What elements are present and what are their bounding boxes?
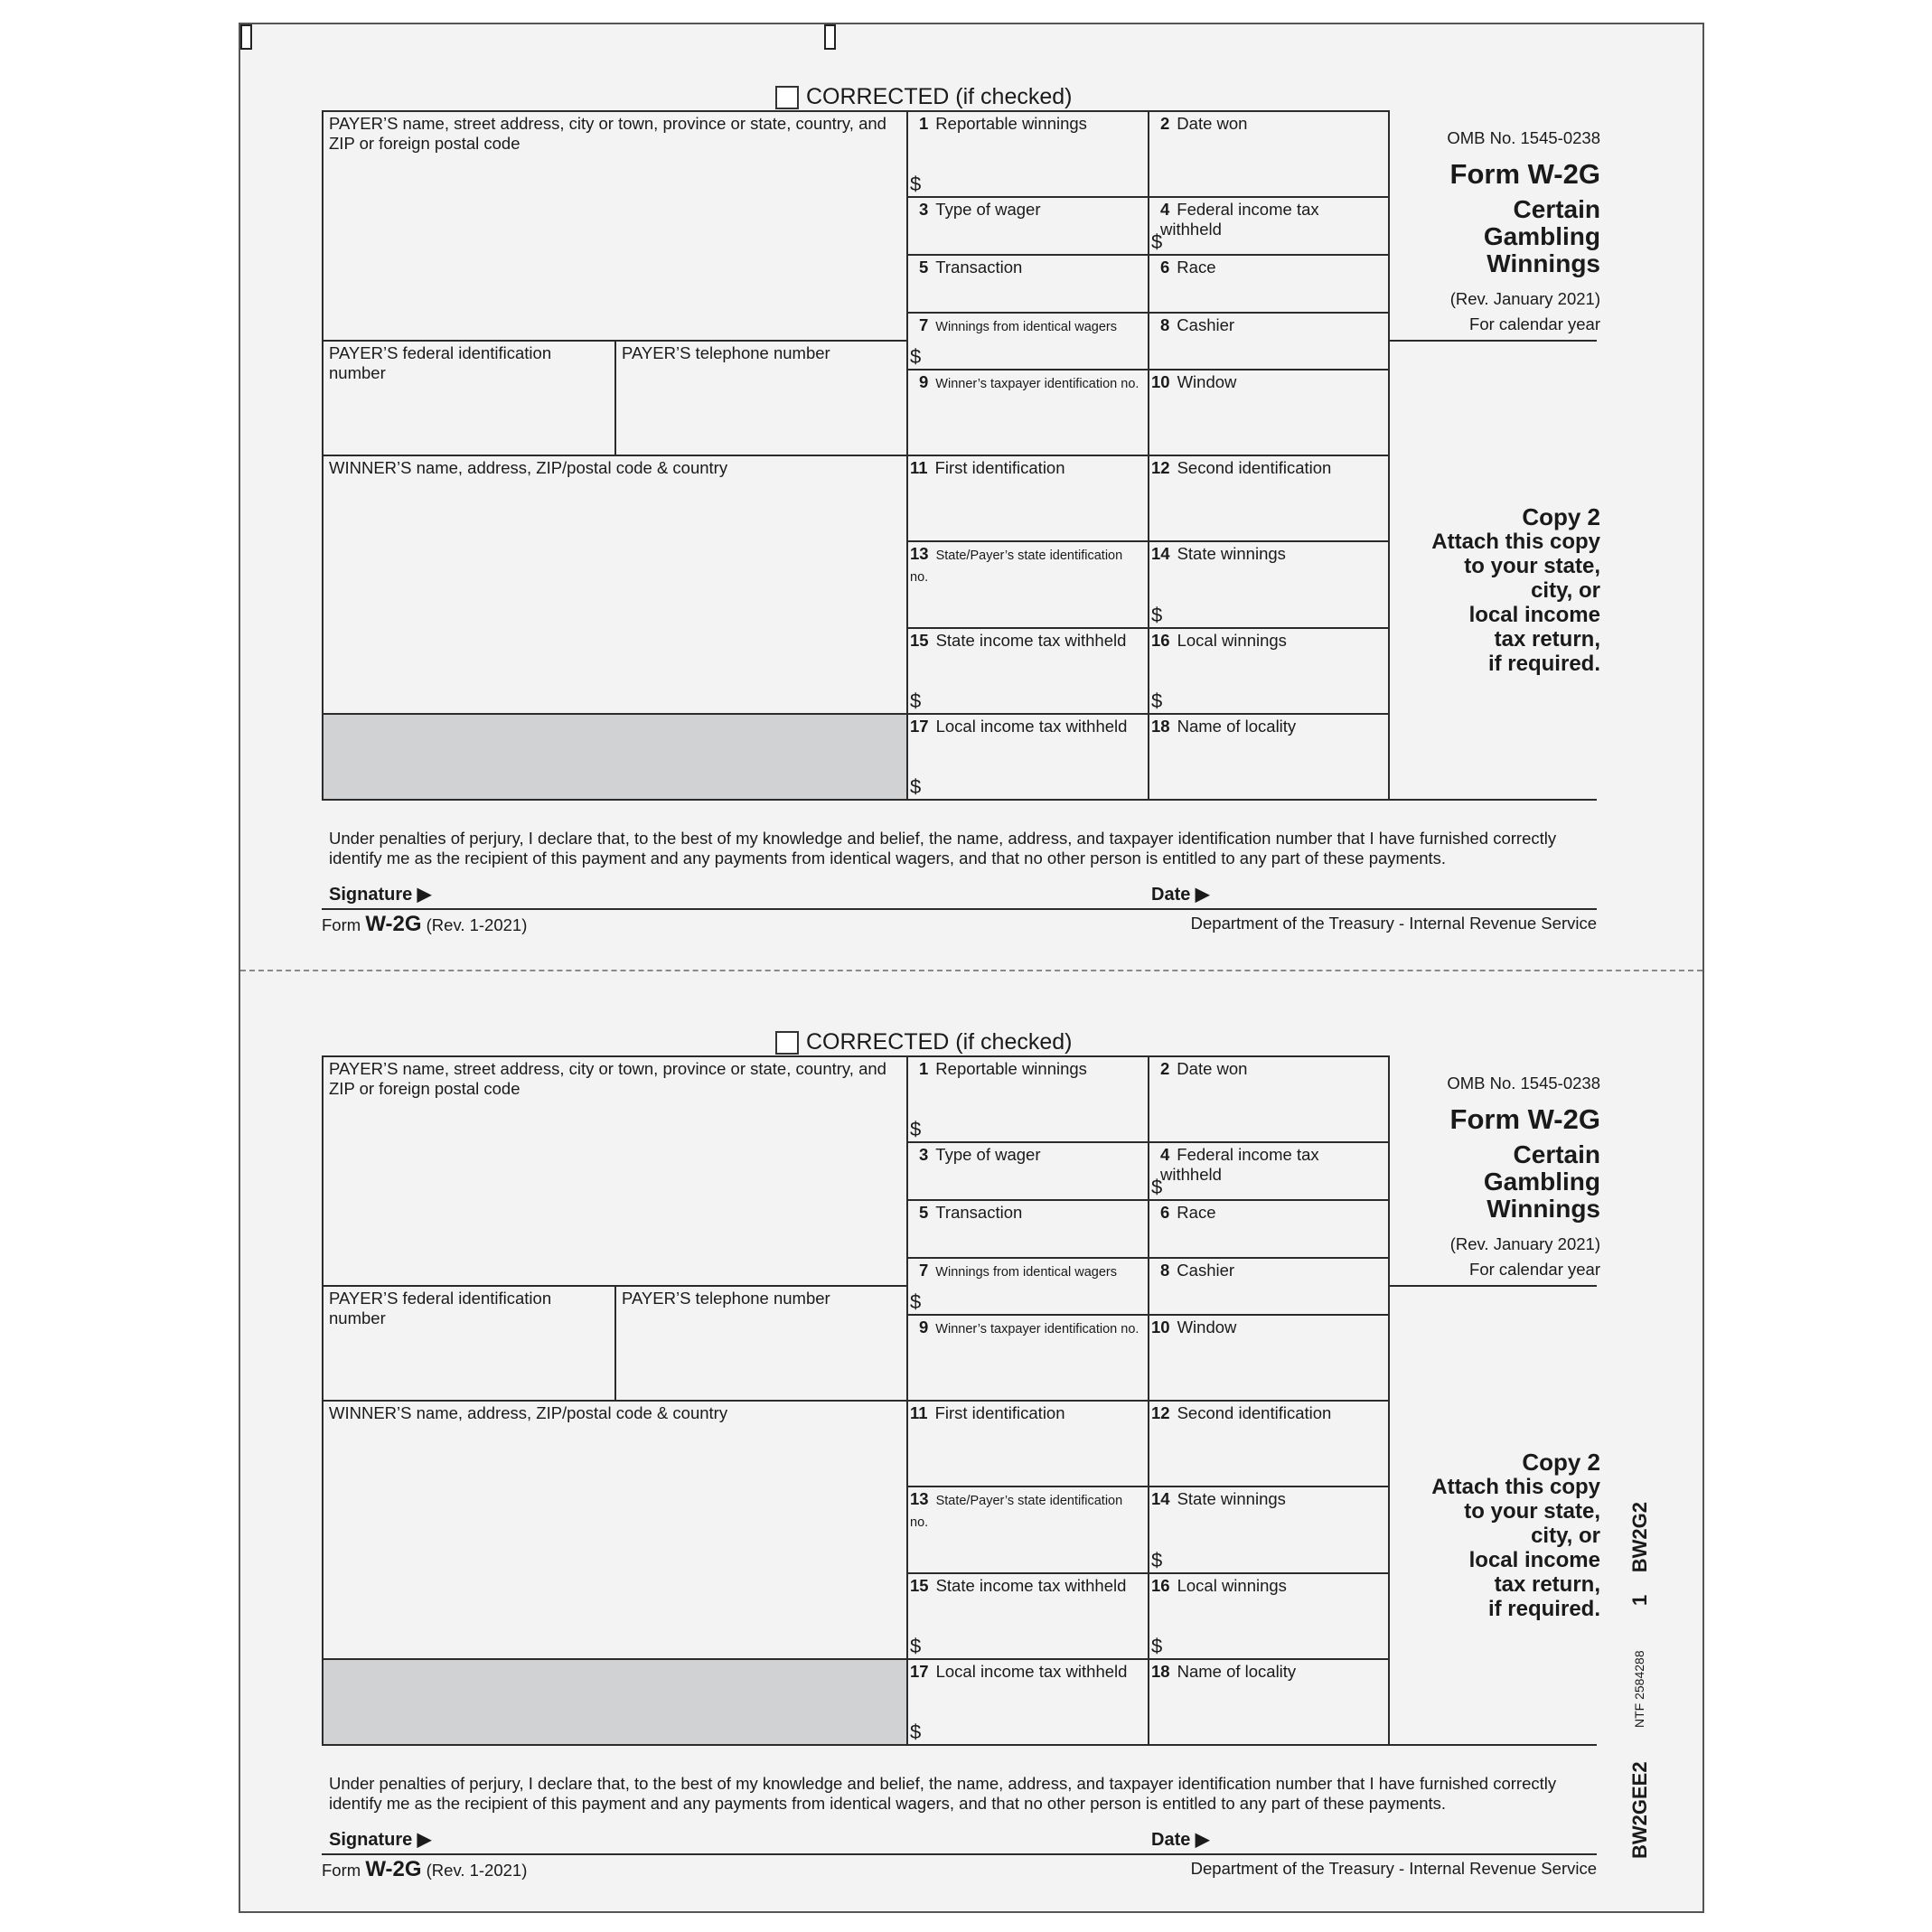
footer-form-id: Form W-2G (Rev. 1-2021) — [322, 912, 528, 936]
grid-line — [322, 799, 1597, 801]
box-3-field[interactable] — [906, 196, 1148, 254]
box-10-field[interactable] — [1148, 1314, 1389, 1400]
box-5-number: 5 — [919, 1203, 929, 1222]
box-11-field[interactable] — [906, 1400, 1148, 1486]
form-sheet — [239, 23, 1704, 1913]
box-2-field[interactable] — [1148, 1055, 1389, 1141]
side-code-bw2gee2: BW2GEE2 — [1628, 1761, 1651, 1859]
box-7-dollar: $ — [910, 345, 922, 368]
grid-line — [1388, 1055, 1390, 1744]
box-15-dollar: $ — [910, 689, 922, 712]
alignment-mark-left — [240, 24, 252, 50]
grid-line — [1388, 1285, 1597, 1287]
box-6-label: Race — [1177, 258, 1216, 277]
box-18-number: 18 — [1151, 717, 1170, 736]
box-5-label: Transaction — [935, 1203, 1023, 1222]
box-16-dollar: $ — [1151, 689, 1163, 712]
footer-form-id: Form W-2G (Rev. 1-2021) — [322, 1857, 528, 1881]
signature-rule — [322, 908, 1597, 910]
winner-name-label: WINNER’S name, address, ZIP/postal code & country — [329, 1403, 728, 1422]
box-13-field[interactable] — [906, 540, 1148, 627]
payer-name-label: PAYER’S name, street address, city or town, province or state, country, and ZIP or foreign postal code — [329, 114, 886, 153]
box-11-number: 11 — [910, 458, 928, 477]
box-8-number: 8 — [1160, 315, 1170, 334]
box-7-field[interactable] — [906, 312, 1148, 369]
box-9-field[interactable] — [906, 1314, 1148, 1400]
box-1-dollar: $ — [910, 1118, 922, 1140]
form-title: Form W-2G — [1449, 1103, 1600, 1135]
form-grid — [322, 110, 1597, 820]
signature-rule — [322, 1853, 1597, 1855]
grid-line — [614, 1285, 616, 1400]
payer-telephone-label: PAYER’S telephone number — [622, 1289, 830, 1308]
box-17-field[interactable] — [906, 1658, 1148, 1744]
box-17-number: 17 — [910, 717, 929, 736]
box-13-number: 13 — [910, 544, 929, 563]
payer-name-field[interactable] — [322, 1055, 906, 1285]
box-12-field[interactable] — [1148, 455, 1389, 540]
grid-line — [322, 1658, 1388, 1660]
box-12-number: 12 — [1151, 458, 1170, 477]
box-10-label: Window — [1177, 372, 1237, 391]
corrected-label: CORRECTED (if checked) — [806, 1029, 1073, 1055]
box-16-field[interactable] — [1148, 1572, 1389, 1658]
box-4-label: Federal income tax withheld — [1160, 200, 1319, 239]
box-15-dollar: $ — [910, 1635, 922, 1657]
box-7-number: 7 — [919, 315, 929, 334]
grid-line — [614, 340, 616, 455]
box-4-dollar: $ — [1151, 1176, 1163, 1198]
box-1-label: Reportable winnings — [935, 1059, 1087, 1078]
box-14-field[interactable] — [1148, 540, 1389, 627]
box-16-label: Local winnings — [1177, 631, 1287, 650]
grid-line — [906, 1055, 908, 1744]
box-6-number: 6 — [1160, 258, 1170, 277]
box-17-dollar: $ — [910, 775, 922, 798]
form-description: Certain Gambling Winnings — [1483, 1140, 1600, 1223]
box-4-dollar: $ — [1151, 230, 1163, 253]
box-16-number: 16 — [1151, 631, 1170, 650]
box-8-field[interactable] — [1148, 312, 1389, 369]
grid-line — [322, 1400, 1388, 1402]
payer-federal-id-label: PAYER’S federal identification number — [329, 343, 552, 382]
box-16-dollar: $ — [1151, 1635, 1163, 1657]
box-14-number: 14 — [1151, 1489, 1170, 1508]
signature-field[interactable]: Signature ▶ — [329, 1830, 432, 1850]
box-13-number: 13 — [910, 1489, 929, 1508]
box-17-label: Local income tax withheld — [935, 717, 1128, 736]
box-15-number: 15 — [910, 631, 929, 650]
box-5-label: Transaction — [935, 258, 1023, 277]
box-7-dollar: $ — [910, 1290, 922, 1313]
box-17-dollar: $ — [910, 1721, 922, 1743]
winner-name-label: WINNER’S name, address, ZIP/postal code & country — [329, 458, 728, 477]
box-16-field[interactable] — [1148, 627, 1389, 713]
box-13-field[interactable] — [906, 1486, 1148, 1572]
payer-telephone-label: PAYER’S telephone number — [622, 343, 830, 362]
box-10-number: 10 — [1151, 372, 1170, 391]
copy-instructions: Copy 2 Attach this copy to your state, city, or local income tax return, if required. — [1431, 503, 1600, 676]
box-2-number: 2 — [1160, 114, 1170, 133]
box-9-label: Winner’s taxpayer identification no. — [935, 377, 1140, 391]
box-16-label: Local winnings — [1177, 1576, 1287, 1595]
box-3-number: 3 — [919, 1145, 929, 1164]
box-4-field[interactable] — [1148, 1141, 1389, 1199]
box-15-field[interactable] — [906, 627, 1148, 713]
box-11-label: First identification — [934, 1403, 1065, 1422]
grid-line — [322, 1055, 324, 1744]
box-11-field[interactable] — [906, 455, 1148, 540]
box-9-label: Winner’s taxpayer identification no. — [935, 1322, 1140, 1336]
box-18-number: 18 — [1151, 1662, 1170, 1681]
box-13-label: State/Payer’s state identification no. — [910, 1494, 1123, 1530]
payer-federal-id-field[interactable] — [322, 340, 614, 455]
grid-line — [322, 1744, 1597, 1746]
grid-line — [322, 1055, 1388, 1057]
box-12-label: Second identification — [1177, 458, 1332, 477]
box-17-label: Local income tax withheld — [935, 1662, 1128, 1681]
box-3-label: Type of wager — [935, 1145, 1041, 1164]
payer-telephone-field[interactable] — [614, 1285, 906, 1400]
grid-line — [322, 713, 1388, 715]
box-3-number: 3 — [919, 200, 929, 219]
box-14-number: 14 — [1151, 544, 1170, 563]
box-2-label: Date won — [1177, 114, 1248, 133]
form-description: Certain Gambling Winnings — [1483, 195, 1600, 277]
grid-line — [322, 455, 1388, 456]
form-title: Form W-2G — [1449, 158, 1600, 190]
corrected-checkbox[interactable] — [775, 1031, 799, 1055]
revision-info: (Rev. January 2021) For calendar year — [1449, 1234, 1600, 1279]
box-16-number: 16 — [1151, 1576, 1170, 1595]
box-15-number: 15 — [910, 1576, 929, 1595]
box-15-label: State income tax withheld — [935, 1576, 1127, 1595]
box-11-label: First identification — [934, 458, 1065, 477]
box-11-number: 11 — [910, 1403, 928, 1422]
box-14-field[interactable] — [1148, 1486, 1389, 1572]
box-17-field[interactable] — [906, 713, 1148, 799]
corrected-label: CORRECTED (if checked) — [806, 84, 1073, 109]
copy-instructions: Copy 2 Attach this copy to your state, city, or local income tax return, if required. — [1431, 1449, 1600, 1621]
box-1-dollar: $ — [910, 173, 922, 195]
box-7-field[interactable] — [906, 1257, 1148, 1314]
grid-line — [1148, 110, 1149, 799]
w2g-copy-bottom — [322, 970, 1600, 1881]
grid-line — [906, 110, 908, 799]
box-5-field[interactable] — [906, 1199, 1148, 1257]
box-10-label: Window — [1177, 1318, 1237, 1336]
box-8-label: Cashier — [1177, 1261, 1235, 1280]
box-1-field[interactable] — [906, 110, 1148, 196]
box-1-number: 1 — [919, 1059, 929, 1078]
box-8-label: Cashier — [1177, 315, 1235, 334]
box-2-number: 2 — [1160, 1059, 1170, 1078]
box-1-field[interactable] — [906, 1055, 1148, 1141]
date-field[interactable]: Date ▶ — [1151, 885, 1210, 905]
perjury-statement: Under penalties of perjury, I declare that, to the best of my knowledge and belief, the name, address, and taxpayer identification number that I have furnished correctly identify me as the recipient of this payment and any payments from identical wagers, and that no other person is entitled to any part of these payments. — [329, 829, 1557, 868]
box-4-number: 4 — [1160, 200, 1170, 219]
box-14-label: State winnings — [1177, 1489, 1286, 1508]
signature-field[interactable]: Signature ▶ — [329, 885, 432, 905]
box-9-field[interactable] — [906, 369, 1148, 455]
box-2-field[interactable] — [1148, 110, 1389, 196]
box-6-field[interactable] — [1148, 1199, 1389, 1257]
corrected-checkbox[interactable] — [775, 86, 799, 109]
winner-name-field[interactable] — [322, 455, 906, 713]
shaded-area — [324, 1658, 906, 1744]
payer-federal-id-field[interactable] — [322, 1285, 614, 1400]
box-9-number: 9 — [919, 372, 929, 391]
perjury-statement: Under penalties of perjury, I declare that, to the best of my knowledge and belief, the name, address, and taxpayer identification number that I have furnished correctly identify me as the recipient of this payment and any payments from identical wagers, and that no other person is entitled to any part of these payments. — [329, 1774, 1557, 1813]
shaded-area — [324, 713, 906, 799]
payer-telephone-field[interactable] — [614, 340, 906, 455]
payer-name-field[interactable] — [322, 110, 906, 340]
footer-department: Department of the Treasury - Internal Revenue Service — [1190, 1859, 1597, 1878]
box-6-field[interactable] — [1148, 254, 1389, 312]
form-grid — [322, 1055, 1597, 1765]
date-field[interactable]: Date ▶ — [1151, 1830, 1210, 1850]
box-14-dollar: $ — [1151, 1549, 1163, 1571]
box-6-label: Race — [1177, 1203, 1216, 1222]
box-13-label: State/Payer’s state identification no. — [910, 549, 1123, 585]
box-1-number: 1 — [919, 114, 929, 133]
box-4-field[interactable] — [1148, 196, 1389, 254]
box-1-label: Reportable winnings — [935, 114, 1087, 133]
box-6-number: 6 — [1160, 1203, 1170, 1222]
box-5-field[interactable] — [906, 254, 1148, 312]
corrected-checkbox-row — [775, 1029, 1073, 1055]
box-15-field[interactable] — [906, 1572, 1148, 1658]
box-18-field[interactable] — [1148, 713, 1389, 799]
box-9-number: 9 — [919, 1318, 929, 1336]
grid-line — [1148, 1055, 1149, 1744]
box-7-label: Winnings from identical wagers — [935, 320, 1117, 334]
box-7-number: 7 — [919, 1261, 929, 1280]
box-15-label: State income tax withheld — [935, 631, 1127, 650]
box-5-number: 5 — [919, 258, 929, 277]
box-3-field[interactable] — [906, 1141, 1148, 1199]
omb-number: OMB No. 1545-0238 — [1447, 128, 1600, 147]
side-code-ntf: NTF 2584288 — [1632, 1650, 1646, 1728]
grid-line — [322, 110, 1388, 112]
box-10-number: 10 — [1151, 1318, 1170, 1336]
box-17-number: 17 — [910, 1662, 929, 1681]
box-12-label: Second identification — [1177, 1403, 1332, 1422]
w2g-copy-top — [322, 24, 1600, 936]
winner-name-field[interactable] — [322, 1400, 906, 1658]
box-7-label: Winnings from identical wagers — [935, 1265, 1117, 1280]
revision-info: (Rev. January 2021) For calendar year — [1449, 289, 1600, 333]
payer-name-label: PAYER’S name, street address, city or town, province or state, country, and ZIP or foreign postal code — [329, 1059, 886, 1098]
box-3-label: Type of wager — [935, 200, 1041, 219]
box-8-field[interactable] — [1148, 1257, 1389, 1314]
box-8-number: 8 — [1160, 1261, 1170, 1280]
box-4-number: 4 — [1160, 1145, 1170, 1164]
box-12-field[interactable] — [1148, 1400, 1389, 1486]
grid-line — [322, 110, 324, 799]
box-12-number: 12 — [1151, 1403, 1170, 1422]
box-14-dollar: $ — [1151, 604, 1163, 626]
grid-line — [1388, 110, 1390, 799]
corrected-checkbox-row — [775, 84, 1073, 110]
box-10-field[interactable] — [1148, 369, 1389, 455]
omb-number: OMB No. 1545-0238 — [1447, 1074, 1600, 1093]
grid-line — [1388, 340, 1597, 342]
box-18-label: Name of locality — [1177, 1662, 1297, 1681]
box-18-field[interactable] — [1148, 1658, 1389, 1744]
box-14-label: State winnings — [1177, 544, 1286, 563]
box-4-label: Federal income tax withheld — [1160, 1145, 1319, 1184]
payer-federal-id-label: PAYER’S federal identification number — [329, 1289, 552, 1327]
footer-department: Department of the Treasury - Internal Revenue Service — [1190, 914, 1597, 933]
side-code-bw2g2: 1 BW2G2 — [1628, 1502, 1651, 1606]
box-2-label: Date won — [1177, 1059, 1248, 1078]
box-18-label: Name of locality — [1177, 717, 1297, 736]
